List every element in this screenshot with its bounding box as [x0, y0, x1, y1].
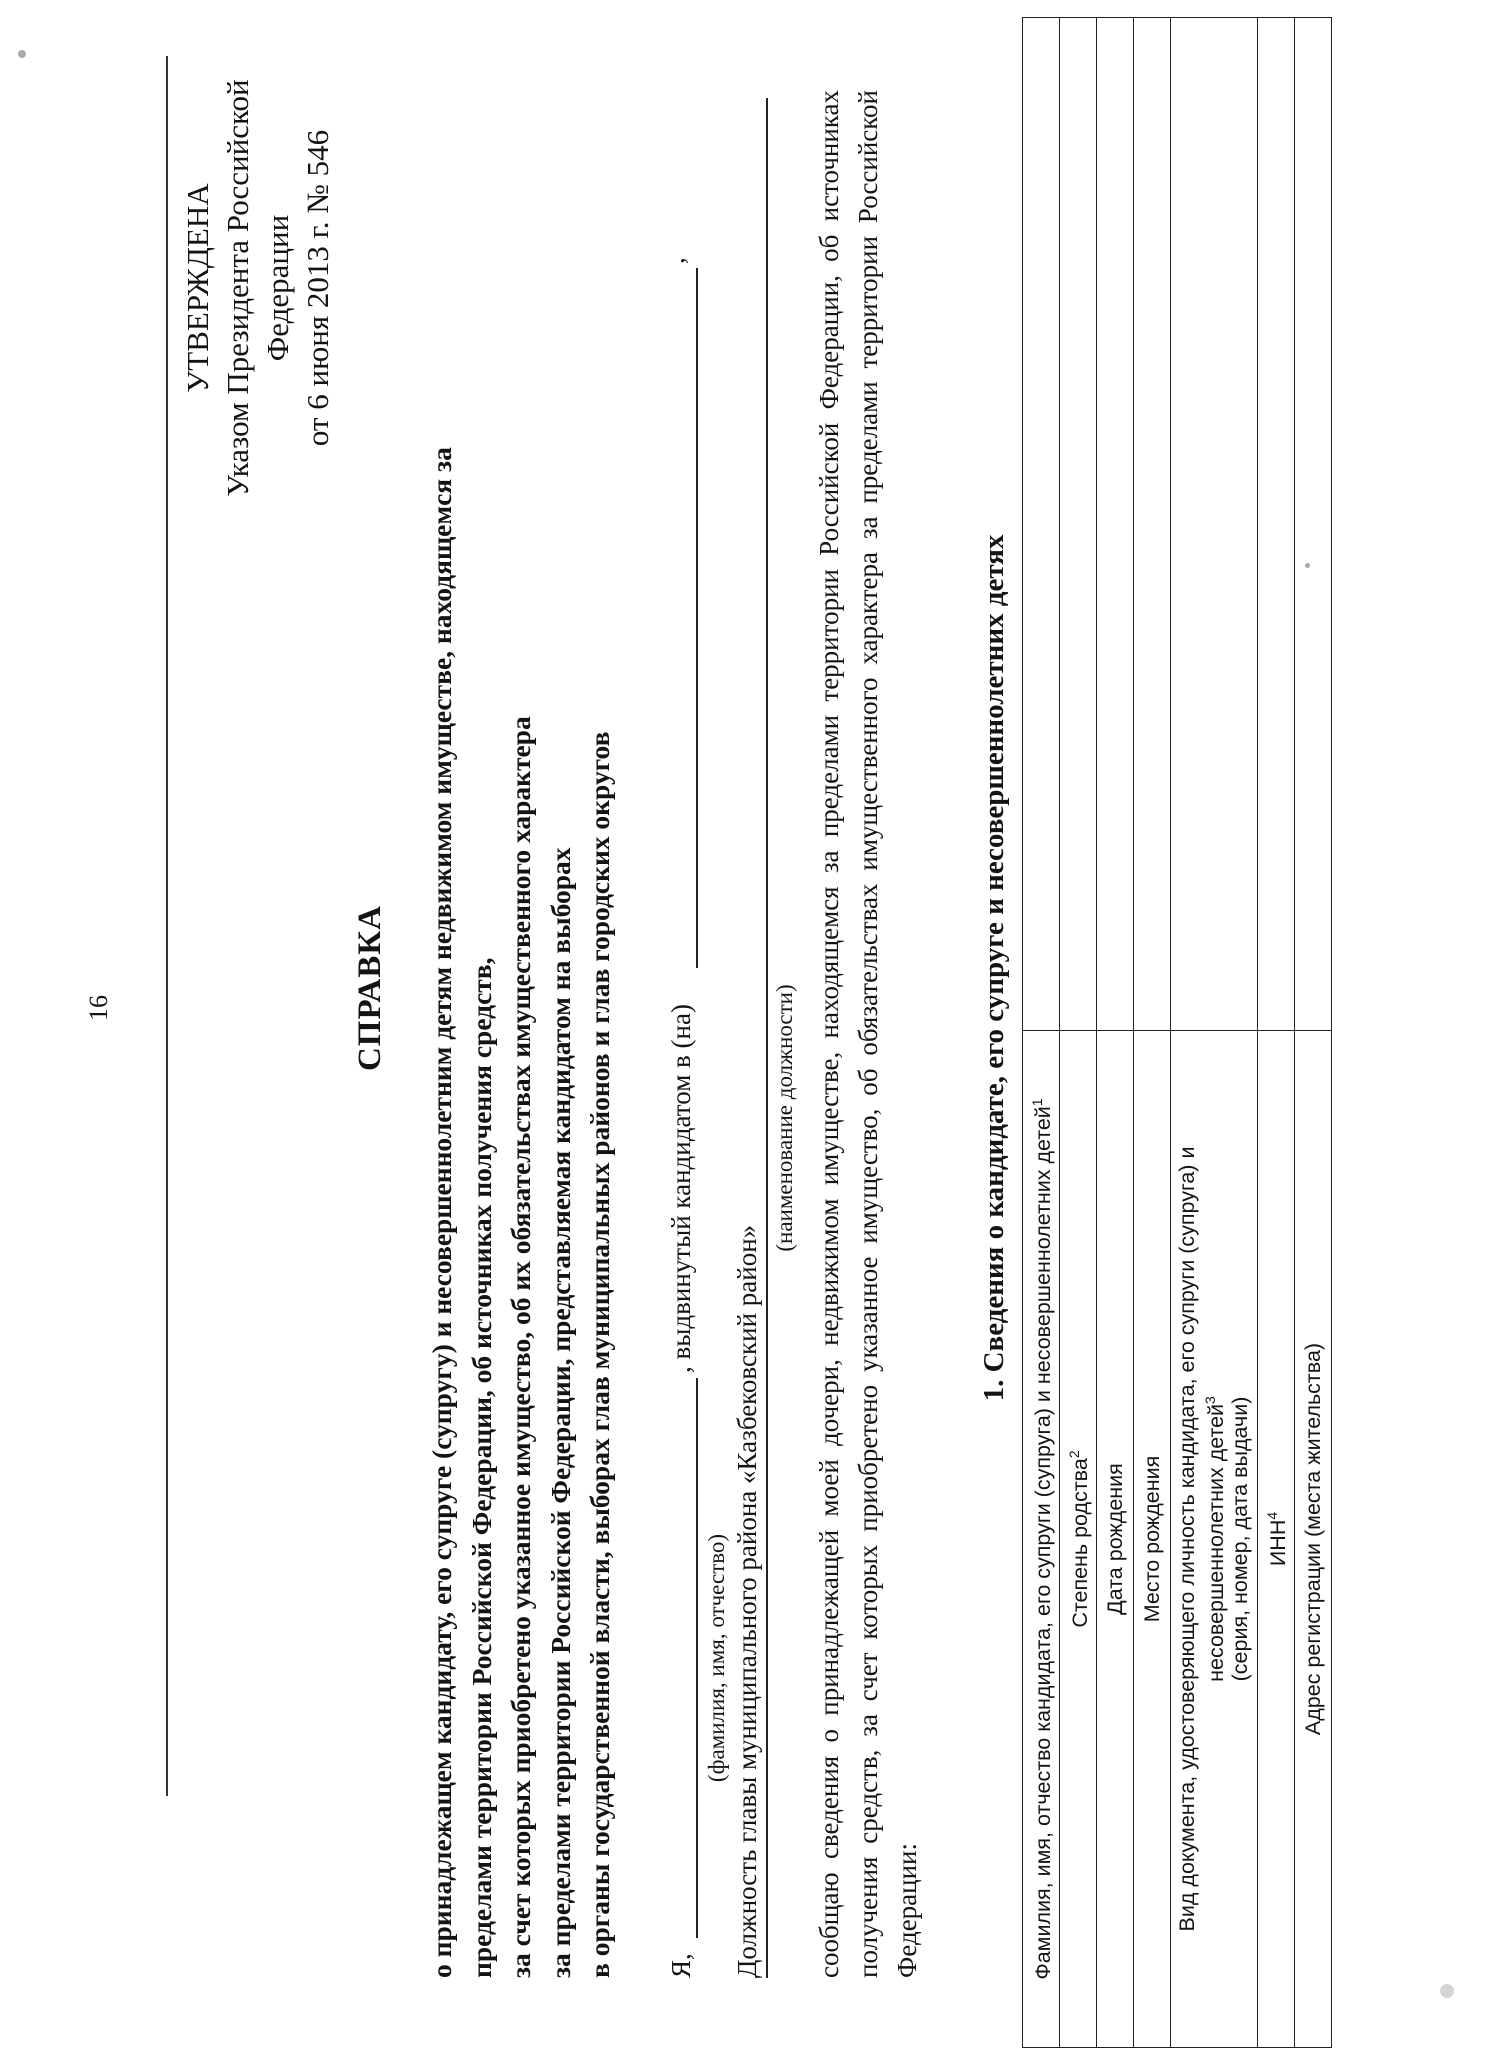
table-row	[1295, 18, 1332, 2048]
table-label-cell: Фамилия, имя, отчество кандидата, его супруги (супруга) и несовершеннолетних детей$^1$	[1023, 1031, 1060, 2048]
scan-speck	[1440, 1984, 1454, 1998]
subtitle-line-2: пределами территории Российской Федерации, об источниках получения средств,	[465, 957, 497, 1978]
position-blank-line	[766, 98, 768, 1978]
table-label-cell: Вид документа, удостоверяющего личность кандидата, его супруги (супруга) и несовершеннолетних детей$^3$ (серия, номер, дата выдачи)	[1171, 1031, 1258, 2048]
position-hint: (наименование должности)	[772, 984, 797, 1252]
election-blank-line[interactable]	[696, 268, 698, 968]
table-label-cell: Степень родства$^2$	[1060, 1031, 1097, 2048]
table-value-cell[interactable]	[1295, 18, 1332, 1031]
subtitle-line-5: в органы государственной власти, выборах глав муниципальных районов и глав городских округов	[584, 731, 615, 1978]
subtitle-line-4: за пределами территории Российской Федерации, представляемая кандидатом на выборах	[544, 847, 576, 1978]
approval-line-1: УТВЕРЖДЕНА	[180, 183, 215, 393]
table-label-cell: Адрес регистрации (места жительства)	[1295, 1031, 1332, 2048]
body-paragraph: сообщаю сведения о принадлежащей моей дочери, недвижимом имуществе, находящемся за пределами территории Российской Федерации, об источниках получения средств, за счет которых приобретено указанное имущество, об обязательствах имущественного характера за пределами территории Российской Федерации:	[814, 90, 922, 1978]
approval-stamp	[178, 48, 338, 528]
nominated-text: , выдвинутый кандидатом в (на)	[666, 1004, 696, 1373]
table-value-cell[interactable]	[1060, 18, 1097, 1031]
table-row	[1171, 18, 1258, 2048]
candidate-info-table	[1022, 17, 1332, 2048]
subtitle-line-1: о принадлежащем кандидату, его супруге (супругу) и несовершеннолетним детям недвижимом имуществе, находящемся за	[426, 447, 457, 1978]
table-label-cell: Место рождения	[1134, 1031, 1171, 2048]
table-row	[1258, 18, 1295, 2048]
document-title: СПРАВКА	[352, 904, 388, 1072]
table-label-cell: Дата рождения	[1097, 1031, 1134, 2048]
table-row	[1134, 18, 1171, 2048]
table-label-cell: ИНН$^4$	[1258, 1031, 1295, 2048]
i-prefix: Я,	[666, 1953, 696, 1978]
position-line: Должность главы муниципального района «Казбековский район»	[732, 1224, 762, 1978]
document-subtitle	[422, 98, 620, 1978]
table-value-cell[interactable]	[1134, 18, 1171, 1031]
table-row	[1060, 18, 1097, 2048]
scan-speck	[18, 50, 26, 58]
subtitle-line-3: за счет которых приобретено указанное имущество, об их обязательствах имущественного характера	[505, 716, 536, 1978]
section-1-title: 1. Сведения о кандидате, его супруге и несовершеннолетних детях	[978, 534, 1010, 1402]
table-row	[1023, 18, 1060, 2048]
scan-speck	[1305, 563, 1310, 568]
fio-hint: (фамилия, имя, отчество)	[704, 1533, 729, 1783]
table-value-cell[interactable]	[1023, 18, 1060, 1031]
top-rule	[166, 56, 168, 1796]
approval-line-2: Указом Президента Российской	[220, 79, 255, 497]
trailing-comma: ,	[660, 257, 690, 264]
page-number: 16	[84, 995, 113, 1021]
table-row	[1097, 18, 1134, 2048]
fio-blank-line[interactable]	[696, 1378, 698, 1938]
approval-line-3: Федерации	[260, 214, 295, 362]
approval-line-4: от 6 июня 2013 г. № 546	[300, 129, 335, 447]
table-value-cell[interactable]	[1097, 18, 1134, 1031]
table-value-cell[interactable]	[1171, 18, 1258, 1031]
table-value-cell[interactable]	[1258, 18, 1295, 1031]
